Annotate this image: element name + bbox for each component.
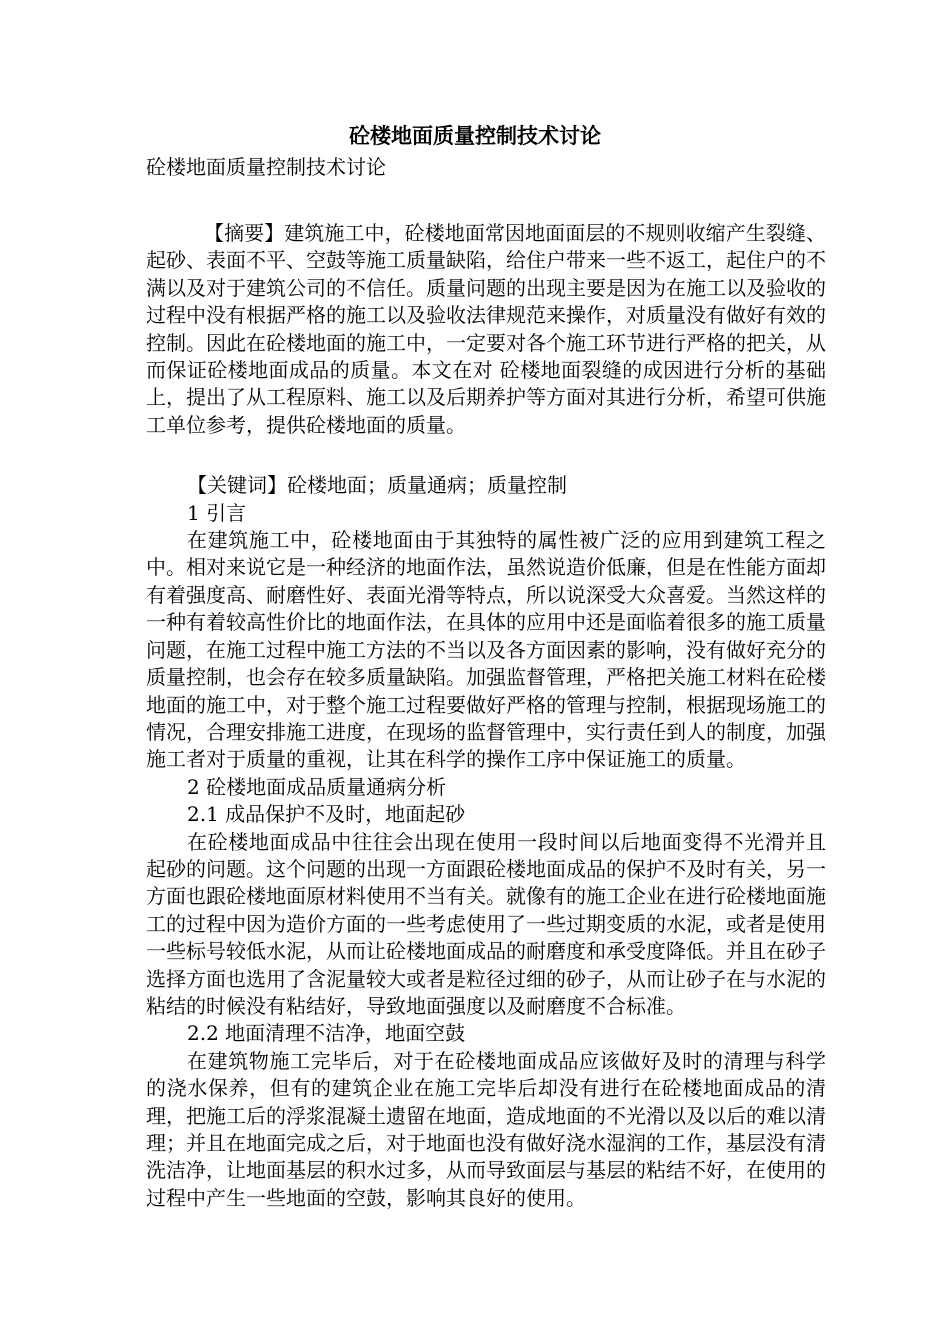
blank-line [146,439,826,472]
section-2-2-body: 在建筑物施工完毕后，对于在砼楼地面成品应该做好及时的清理与科学的浇水保养，但有的建筑企业在施工完毕后却没有进行在砼楼地面成品的清理，把施工后的浮浆混凝土遗留在地面，造成地面的不光滑以及以后的难以清理；并且在地面完成之后，对于地面也没有做好浇水湿润的工作，基层没有清洗洁净，让地面基层的积水过多，从而导致面层与基层的粘结不好，在使用的过程中产生一些地面的空鼓，影响其良好的使用。 [146,1048,826,1210]
blank-line [146,187,826,220]
document-title: 砼楼地面质量控制技术讨论 [349,123,601,148]
document-subtitle: 砼楼地面质量控制技术讨论 [146,155,386,179]
keywords-paragraph: 【关键词】砼楼地面；质量通病；质量控制 [187,473,567,498]
document-page [146,118,826,1212]
section-2-1-body: 在砼楼地面成品中往往会出现在使用一段时间以后地面变得不光滑并且起砂的问题。这个问题的出现一方面跟砼楼地面成品的保护不及时有关，另一方面也跟砼楼地面原材料使用不当有关。就像有的施工企业在进行砼楼地面施工的过程中因为造价方面的一些考虑使用了一些过期变质的水泥，或者是使用一些标号较低水泥，从而让砼楼地面成品的耐磨度和承受度降低。并且在砂子选择方面也选用了含泥量较大或者是粒径过细的砂子，从而让砂子在与水泥的粘结的时候没有粘结好，导致地面强度以及耐磨度不合标准。 [146,829,826,1018]
section-1-body: 在建筑施工中，砼楼地面由于其独特的属性被广泛的应用到建筑工程之中。相对来说它是一种经济的地面作法，虽然说造价低廉，但是在性能方面却有着强度高、耐磨性好、表面光滑等特点，所以说深受大众喜爱。当然这样的一种有着较高性价比的地面作法，在具体的应用中还是面临着很多的施工质量问题，在施工过程中施工方法的不当以及各方面因素的影响，没有做好充分的质量控制，也会存在较多质量缺陷。加强监督管理，严格把关施工材料在砼楼地面的施工中，对于整个施工过程要做好严格的管理与控制，根据现场施工的情况，合理安排施工进度，在现场的监督管理中，实行责任到人的制度，加强施工者对于质量的重视，让其在科学的操作工序中保证施工的质量。 [146,528,826,772]
section-2-1-heading: 2.1 成品保护不及时，地面起砂 [187,802,466,827]
section-1-heading: 1 引言 [187,500,247,525]
section-2-2-heading: 2.2 地面清理不洁净，地面空鼓 [187,1021,466,1046]
abstract-paragraph: 【摘要】建筑施工中，砼楼地面常因地面面层的不规则收缩产生裂缝、起砂、表面不平、空鼓等施工质量缺陷，给住户带来一些不返工，起住户的不满以及对于建筑公司的不信任。质量问题的出现主要是因为在施工以及验收的过程中没有根据严格的施工以及验收法律规范来操作，对质量没有做好有效的控制。因此在砼楼地面的施工中，一定要对各个施工环节进行严格的把关，从而保证砼楼地面成品的质量。本文在对 砼楼地面裂缝的成因进行分析的基础上，提出了从工程原料、施工以及后期养护等方面对其进行分析，希望可供施工单位参考，提供砼楼地面的质量。 [146,221,826,437]
section-2-heading: 2 砼楼地面成品质量通病分析 [187,774,447,799]
